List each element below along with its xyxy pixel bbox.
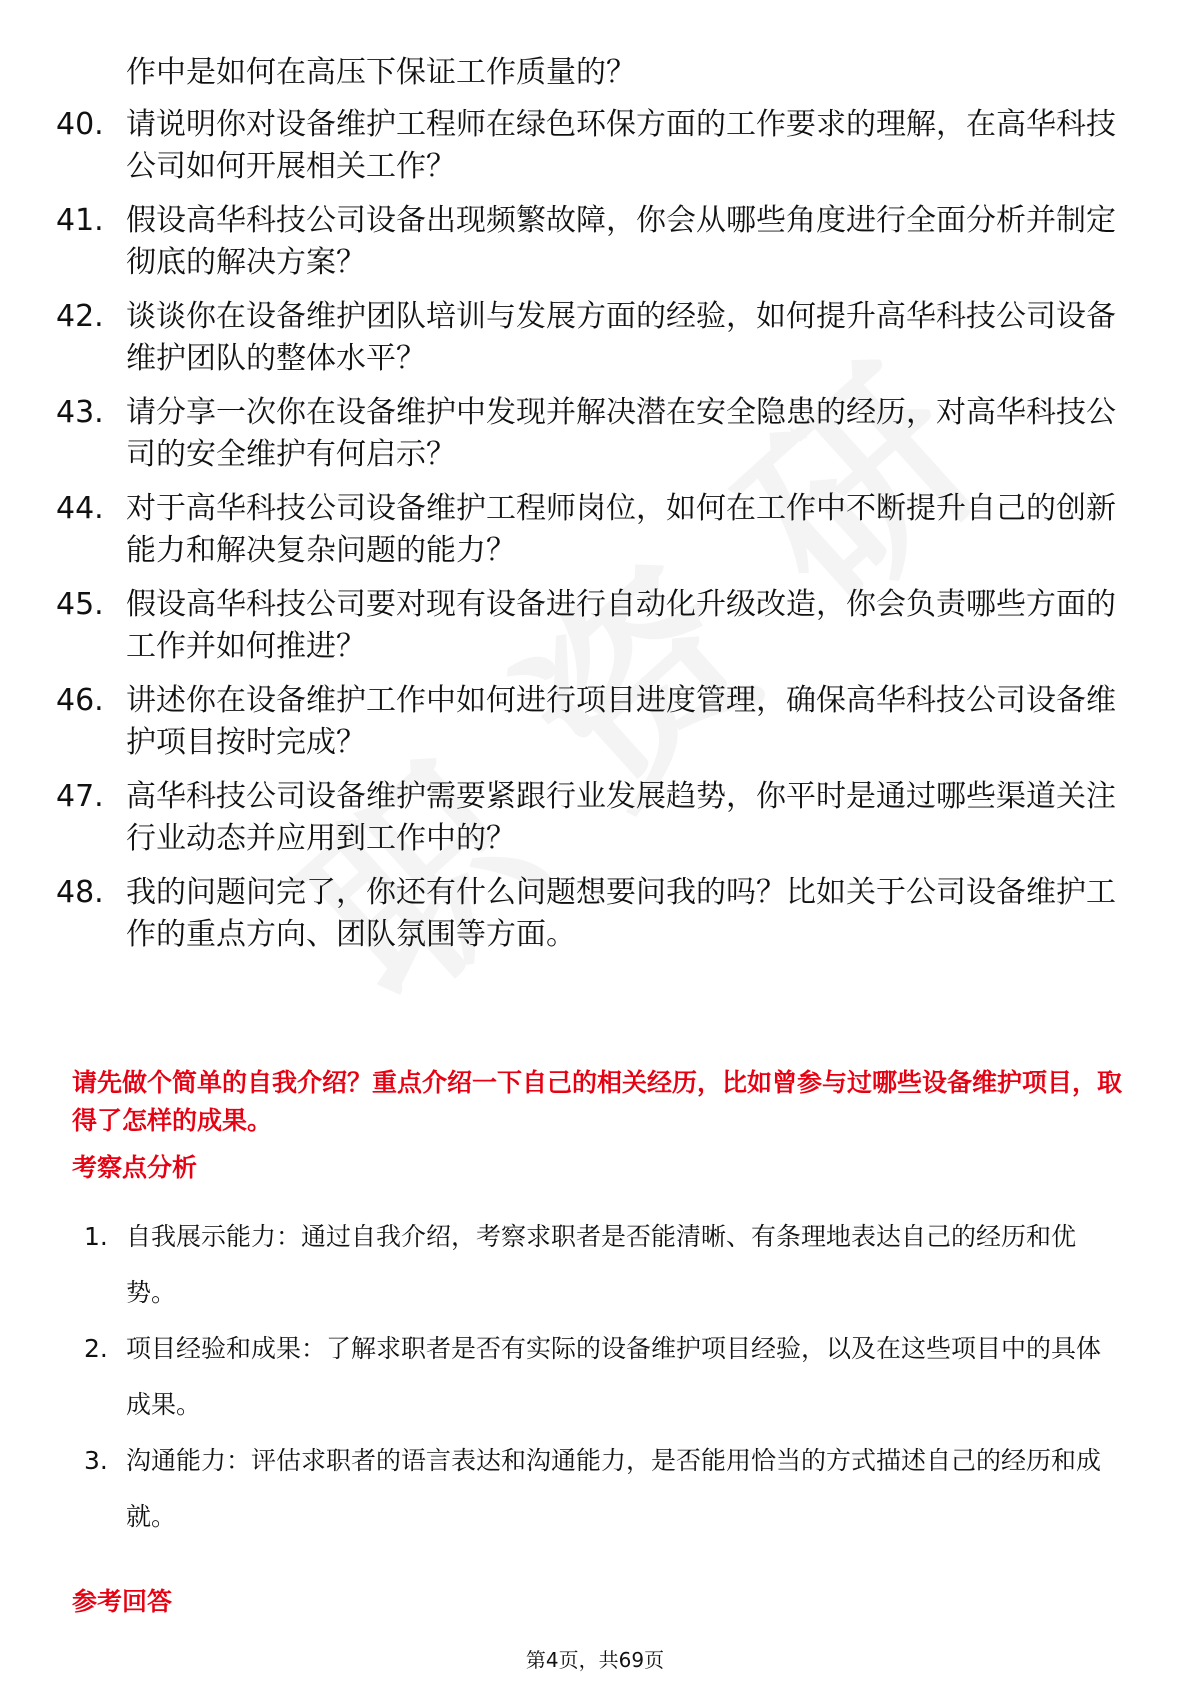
question-text: 谈谈你在设备维护团队培训与发展方面的经验，如何提升高华科技公司设备维护团队的整体水平？ <box>126 299 1116 376</box>
question-number: 48. <box>56 875 104 910</box>
question-number: 45. <box>56 587 104 622</box>
question-number: 41. <box>56 203 104 238</box>
intro-question: 请先做个简单的自我介绍？重点介绍一下自己的相关经历，比如曾参与过哪些设备维护项目，取得了怎样的成果。 <box>72 1068 1123 1135</box>
question-number: 46. <box>56 683 104 718</box>
question-text: 假设高华科技公司要对现有设备进行自动化升级改造，你会负责哪些方面的工作并如何推进？ <box>126 587 1116 664</box>
question-number: 40. <box>56 107 104 142</box>
page-footer: 第4页，共69页 <box>525 1648 665 1672</box>
question-text: 我的问题问完了，你还有什么问题想要问我的吗？比如关于公司设备维护工作的重点方向、团队氛围等方面。 <box>126 875 1116 952</box>
question-number: 44. <box>56 491 104 526</box>
question-text: 高华科技公司设备维护需要紧跟行业发展趋势，你平时是通过哪些渠道关注行业动态并应用到工作中的？ <box>126 779 1116 856</box>
reference-title: 参考回答 <box>72 1587 173 1616</box>
question-text: 请说明你对设备维护工程师在绿色环保方面的工作要求的理解，在高华科技公司如何开展相关工作？ <box>126 107 1116 184</box>
question-number: 47. <box>56 779 104 814</box>
analysis-point-text: 项目经验和成果：了解求职者是否有实际的设备维护项目经验，以及在这些项目中的具体成果。 <box>126 1334 1102 1419</box>
question-continued-text: 作中是如何在高压下保证工作质量的？ <box>126 55 636 90</box>
question-text: 假设高华科技公司设备出现频繁故障，你会从哪些角度进行全面分析并制定彻底的解决方案？ <box>126 203 1116 280</box>
question-text: 对于高华科技公司设备维护工程师岗位，如何在工作中不断提升自己的创新能力和解决复杂问题的能力？ <box>126 491 1116 568</box>
analysis-point-text: 自我展示能力：通过自我介绍，考察求职者是否能清晰、有条理地表达自己的经历和优势。 <box>126 1222 1077 1307</box>
question-number: 43. <box>56 395 104 430</box>
analysis-point-text: 沟通能力：评估求职者的语言表达和沟通能力，是否能用恰当的方式描述自己的经历和成就。 <box>126 1446 1102 1531</box>
question-number: 42. <box>56 299 104 334</box>
question-text: 请分享一次你在设备维护中发现并解决潜在安全隐患的经历，对高华科技公司的安全维护有何启示？ <box>126 395 1116 472</box>
analysis-point-number: 3. <box>84 1446 108 1475</box>
analysis-point-number: 2. <box>84 1334 108 1363</box>
analysis-title: 考察点分析 <box>72 1153 198 1182</box>
question-text: 讲述你在设备维护工作中如何进行项目进度管理，确保高华科技公司设备维护项目按时完成？ <box>126 683 1116 760</box>
analysis-point-number: 1. <box>84 1222 108 1251</box>
